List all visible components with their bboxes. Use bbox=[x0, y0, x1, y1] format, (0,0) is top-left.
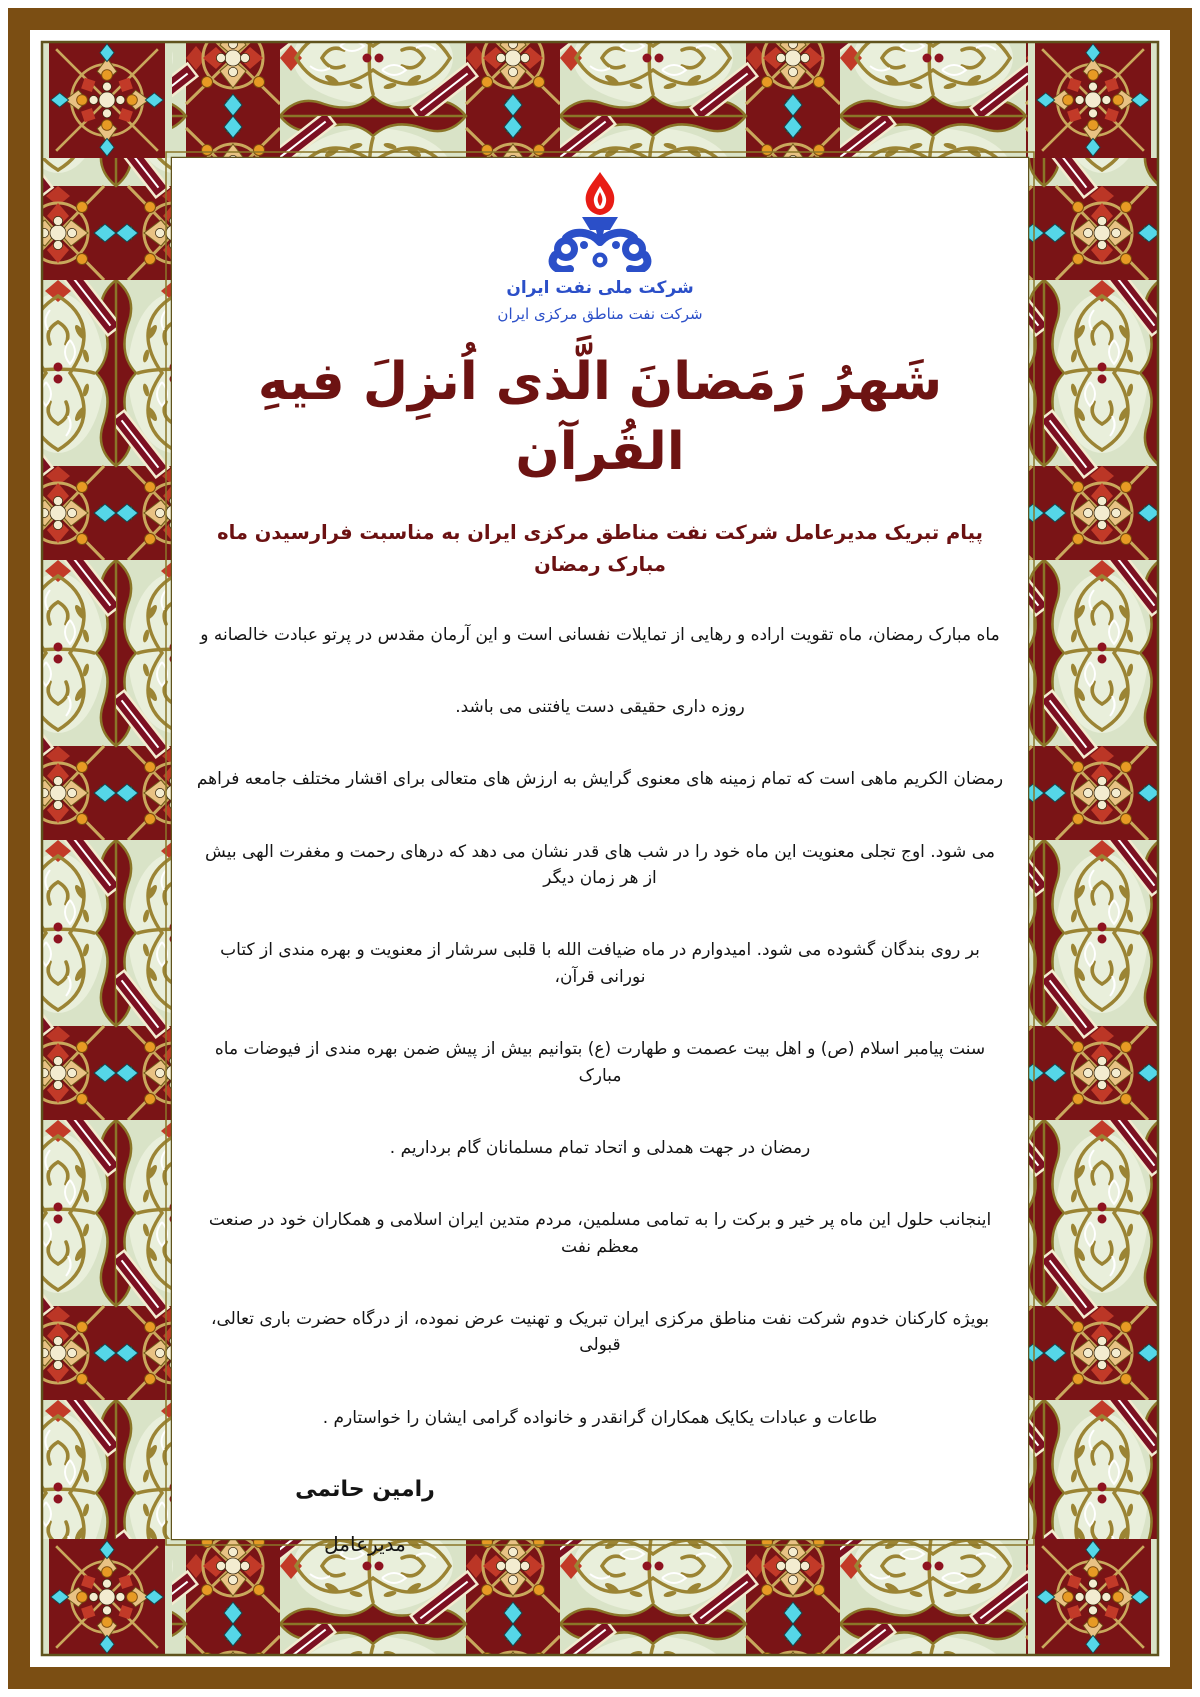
body-line: بویژه کارکنان خدوم شرکت نفت مناطق مرکزی ایران تبریک و تهنیت عرض نموده، از درگاه حضرت باری تعالی، قبولی bbox=[211, 1308, 989, 1356]
nioc-torch-icon bbox=[525, 168, 675, 272]
body-line: بر روی بندگان گشوده می شود. امیدوارم در ماه ضیافت الله با قلبی سرشار از معنویت و بهره مندی از کتاب نورانی قرآن، bbox=[220, 940, 980, 987]
body-line: می شود. اوج تجلی معنویت این ماه خود را در شب های قدر نشان می دهد که درهای رحمت و مغفرت الهی بیش از هر زمان دیگر bbox=[205, 841, 995, 889]
body-line: طاعات و عبادات یکایک همکاران گرانقدر و خانواده گرامی ایشان را خواستارم . bbox=[322, 1407, 878, 1428]
subsidiary-name: شرکت نفت مناطق مرکزی ایران bbox=[497, 305, 703, 323]
body-line: روزه داری حقیقی دست یافتنی می باشد. bbox=[455, 697, 745, 718]
nioc-logo bbox=[196, 168, 1004, 323]
message-body bbox=[196, 622, 1004, 1431]
body-line: سنت پیامبر اسلام (ص) و اهل بیت عصمت و طهارت (ع) بتوانیم بیش از پیش ضمن بهره مندی از فیوضات ماه مبارک bbox=[214, 1039, 986, 1086]
signature-name: رامین حاتمی bbox=[295, 1476, 435, 1502]
body-line: رمضان الکریم ماهی است که تمام زمینه های معنوی گرایش به ارزش های متعالی برای اقشار مختلف جامعه فراهم bbox=[196, 769, 1004, 790]
message-title: پیام تبریک مدیرعامل شرکت نفت مناطق مرکزی ایران به مناسبت فرارسیدن ماه مبارک رمضان bbox=[217, 521, 983, 576]
body-line: اینجانب حلول این ماه پر خیر و برکت را به تمامی مسلمین، مردم متدین ایران اسلامی و همکاران خود در صنعت معظم نفت bbox=[208, 1210, 992, 1257]
body-line: رمضان در جهت همدلی و اتحاد تمام مسلمانان گام برداریم . bbox=[389, 1137, 811, 1158]
body-line: ماه مبارک رمضان، ماه تقویت اراده و رهایی از تمایلات نفسانی است و این آرمان مقدس در پرتو عبادت خالصانه و bbox=[200, 624, 1000, 645]
signature-block bbox=[260, 1477, 470, 1556]
quran-verse-calligraphy: شَهرُ رَمَضانَ الَّذی اُنزِلَ فیهِ القُرآن bbox=[257, 352, 943, 483]
company-name: شرکت ملی نفت ایران bbox=[506, 278, 694, 298]
signature-role: مدیرعامل bbox=[324, 1531, 406, 1556]
letter-panel bbox=[172, 158, 1028, 1556]
